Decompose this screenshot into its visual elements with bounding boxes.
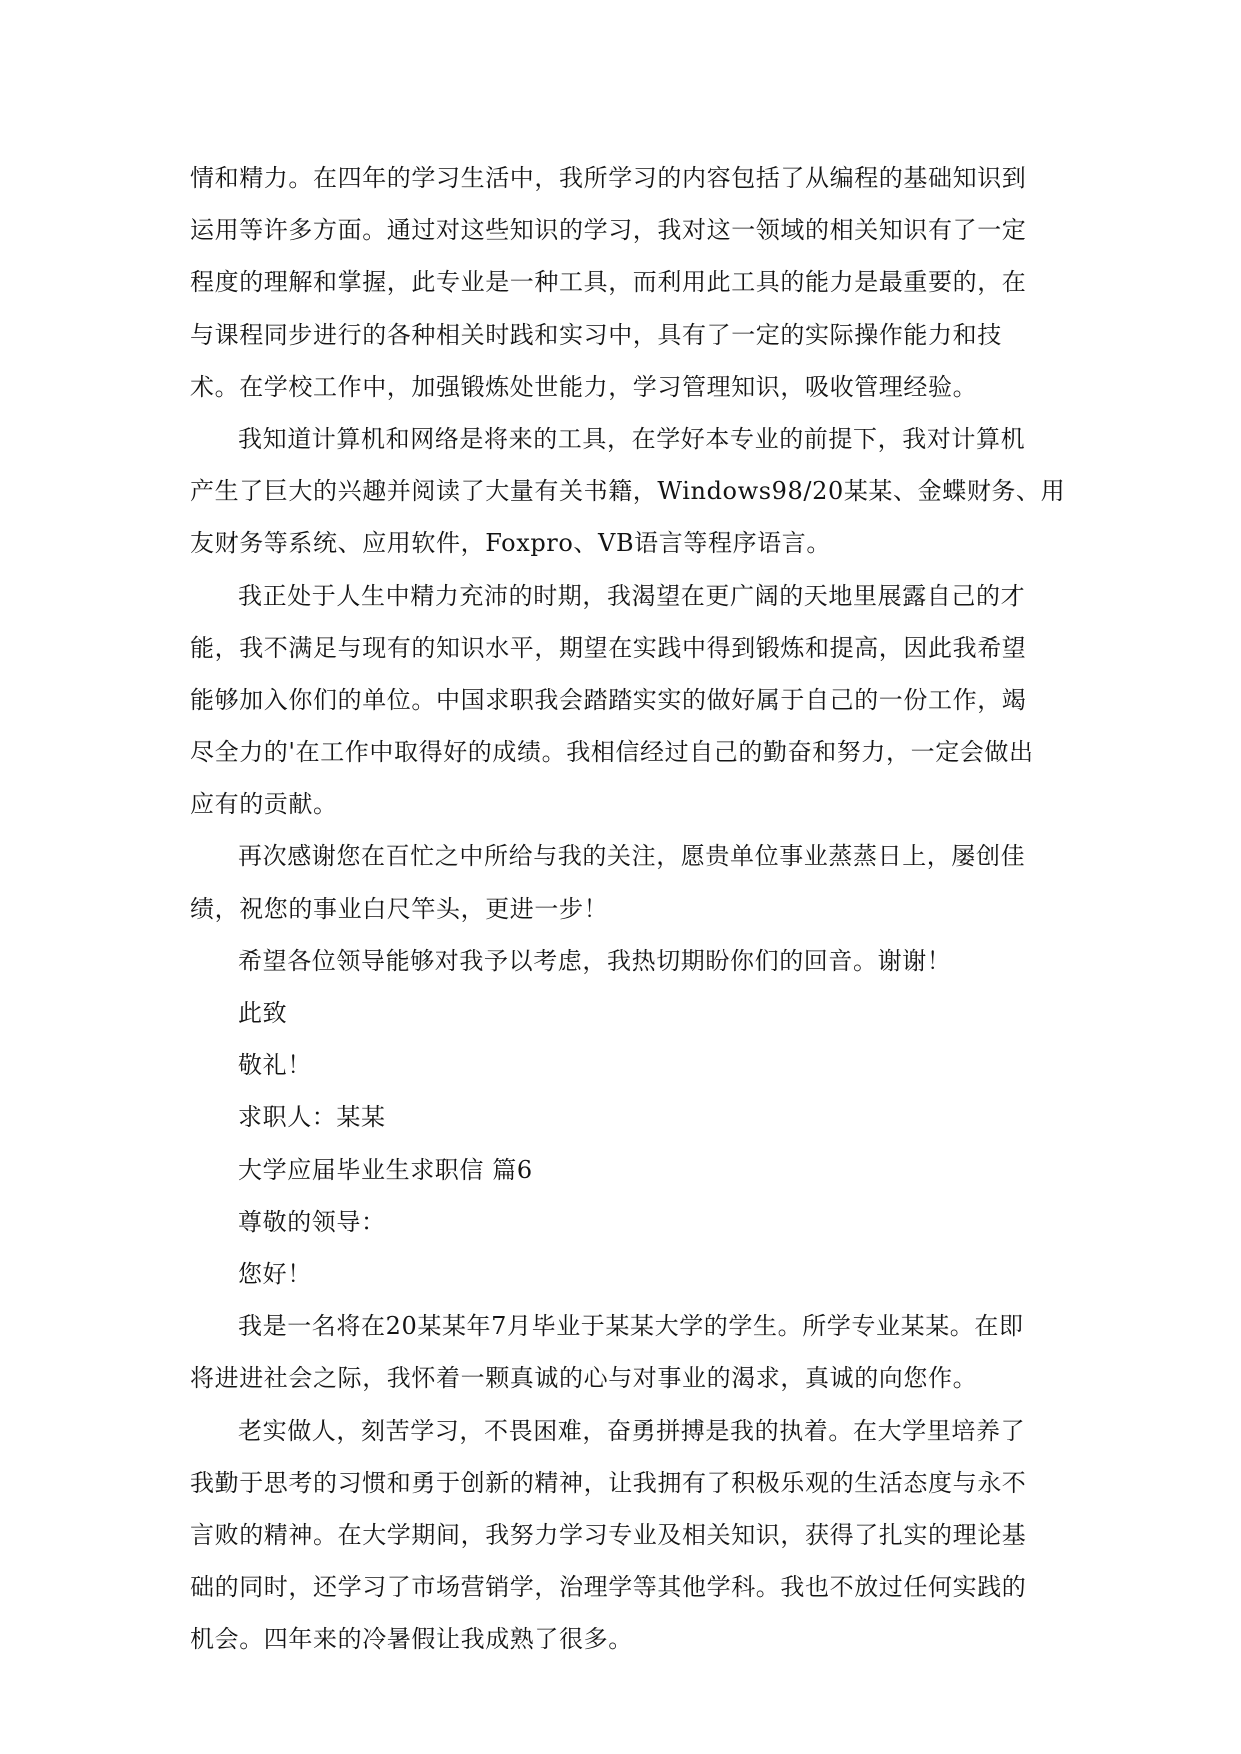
text-line: 术。在学校工作中，加强锻炼处世能力，学习管理知识，吸收管理经验。 — [190, 372, 978, 401]
text-line: 尊敬的领导： — [238, 1207, 386, 1236]
text-line: 运用等许多方面。通过对这些知识的学习，我对这一领域的相关知识有了一定 — [190, 216, 1027, 245]
text-line: 此致 — [238, 999, 288, 1027]
text-line: 尽全力的'在工作中取得好的成绩。我相信经过自己的勤奋和努力，一定会做出 — [190, 738, 1034, 767]
paragraph — [190, 1248, 1070, 1300]
paragraph — [190, 570, 1070, 831]
paragraph — [190, 987, 1070, 1039]
text-line: 础的同时，还学习了市场营销学，治理学等其他学科。我也不放过任何实践的 — [190, 1573, 1027, 1602]
text-line: 程度的理解和掌握，此专业是一种工具，而利用此工具的能力是最重要的，在 — [190, 268, 1027, 297]
text-line: 情和精力。在四年的学习生活中，我所学习的内容包括了从编程的基础知识到 — [190, 164, 1027, 192]
text-line: 机会。四年来的冷暑假让我成熟了很多。 — [190, 1625, 633, 1654]
text-line: 我勤于思考的习惯和勇于创新的精神，让我拥有了积极乐观的生活态度与永不 — [190, 1468, 1027, 1497]
text-line: 我正处于人生中精力充沛的时期，我渴望在更广阔的天地里展露自己的才 — [238, 581, 1026, 610]
paragraph — [190, 1300, 1070, 1404]
paragraph — [190, 1039, 1070, 1091]
paragraph — [190, 935, 1070, 987]
text-line: 友财务等系统、应用软件，Foxpro、VB语言等程序语言。 — [190, 529, 831, 558]
text-line: 能，我不满足与现有的知识水平，期望在实践中得到锻炼和提高，因此我希望 — [190, 633, 1027, 662]
paragraph — [190, 1405, 1070, 1666]
text-line: 我知道计算机和网络是将来的工具，在学好本专业的前提下，我对计算机 — [238, 424, 1026, 453]
paragraph — [190, 1144, 1070, 1196]
text-line: 老实做人，刻苦学习，不畏困难，奋勇拼搏是我的执着。在大学里培养了 — [238, 1416, 1026, 1445]
paragraph — [190, 152, 1070, 413]
text-line: 再次感谢您在百忙之中所给与我的关注，愿贵单位事业蒸蒸日上，屡创佳 — [238, 842, 1026, 871]
text-line: 我是一名将在20某某年7月毕业于某某大学的学生。所学专业某某。在即 — [238, 1312, 1024, 1341]
text-line: 能够加入你们的单位。中国求职我会踏踏实实的做好属于自己的一份工作，竭 — [190, 685, 1027, 714]
text-line: 言败的精神。在大学期间，我努力学习专业及相关知识，获得了扎实的理论基 — [190, 1520, 1027, 1549]
text-line: 敬礼！ — [238, 1051, 312, 1080]
paragraph — [190, 1091, 1070, 1143]
paragraph — [190, 1196, 1070, 1248]
text-line: 产生了巨大的兴趣并阅读了大量有关书籍，Windows98/20某某、金蝶财务、用 — [190, 477, 1066, 506]
text-line: 应有的贡献。 — [190, 790, 338, 819]
text-line: 求职人：某某 — [238, 1103, 386, 1132]
text-line: 将进进社会之际，我怀着一颗真诚的心与对事业的渴求，真诚的向您作。 — [190, 1364, 978, 1393]
text-line: 与课程同步进行的各种相关时践和实习中，具有了一定的实际操作能力和技 — [190, 320, 1002, 349]
paragraph — [190, 413, 1070, 570]
text-line: 您好！ — [238, 1259, 312, 1288]
paragraph — [190, 830, 1070, 934]
document-body — [190, 152, 1070, 1665]
text-line: 大学应届毕业生求职信 篇6 — [238, 1155, 533, 1184]
text-line: 绩，祝您的事业白尺竿头，更进一步！ — [190, 894, 609, 923]
text-line: 希望各位领导能够对我予以考虑，我热切期盼你们的回音。谢谢！ — [238, 946, 952, 975]
